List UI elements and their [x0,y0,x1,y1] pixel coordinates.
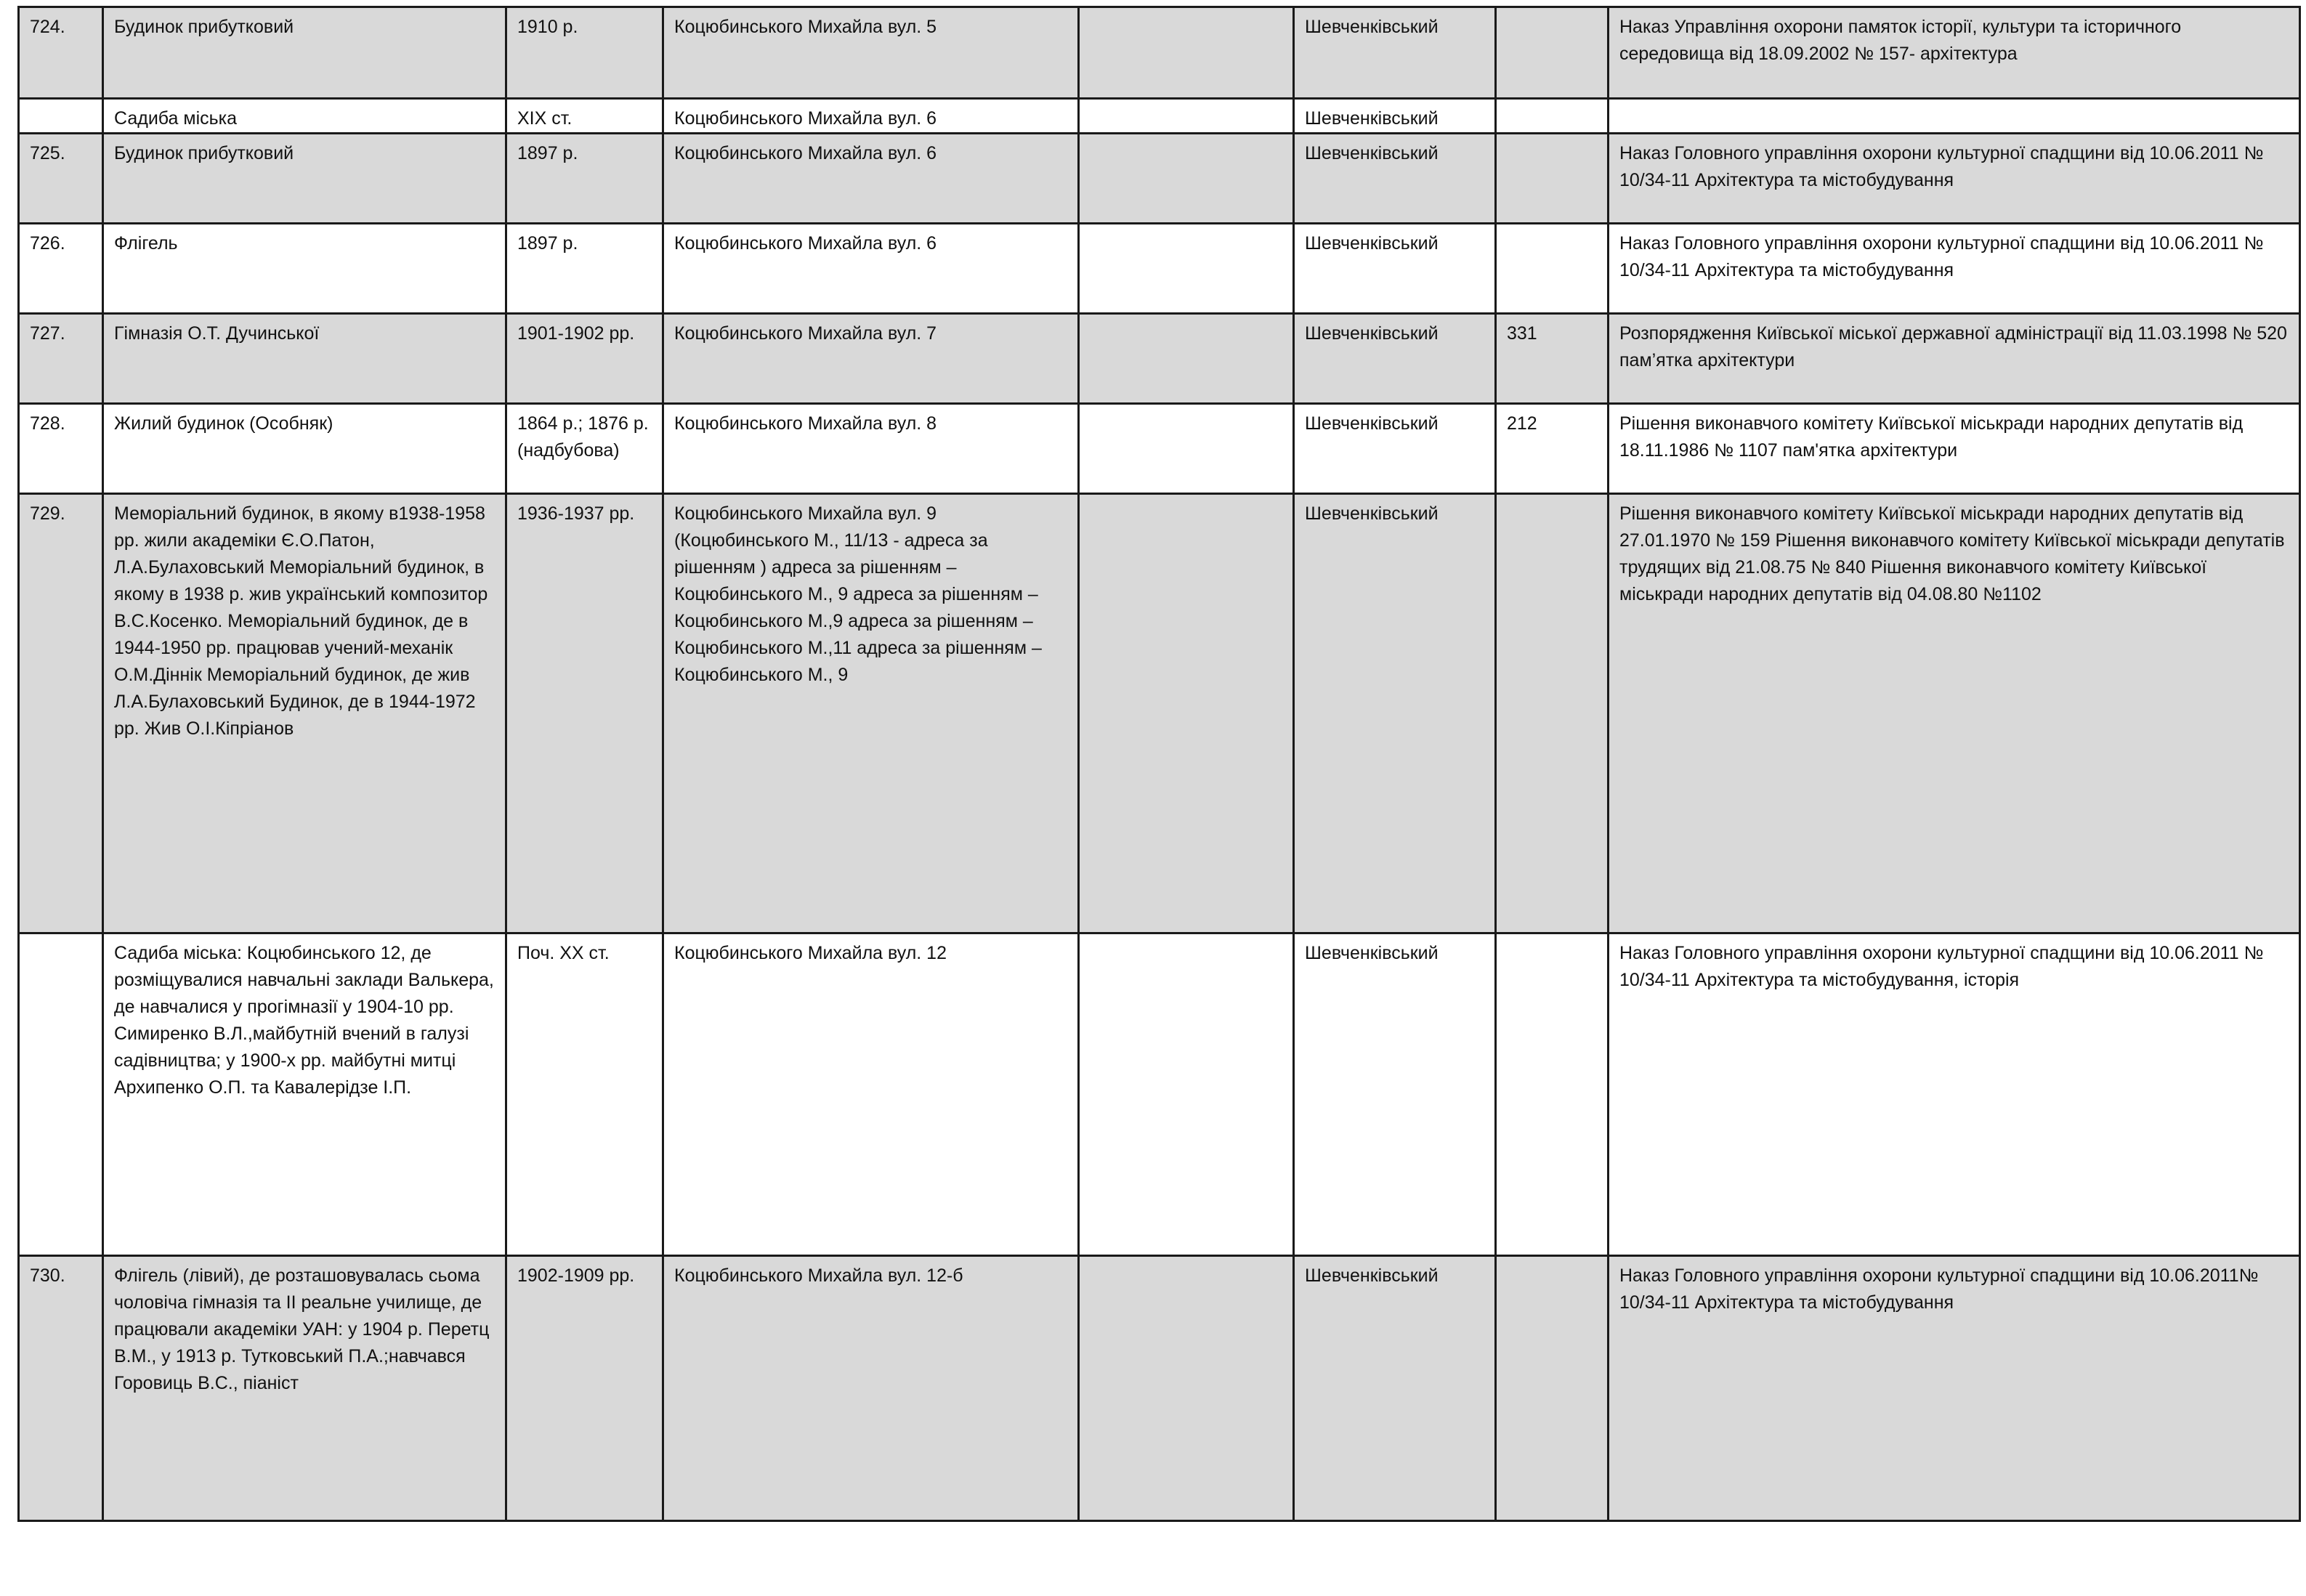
table-row [19,404,2300,494]
table-body [19,7,2300,1521]
legal-document-cell: Розпорядження Київської міської державної адміністрації від 11.03.1998 № 520 пам’ятка архітектури [1609,314,2300,404]
record-number-cell: 724. [19,7,103,99]
record-number-cell: 725. [19,134,103,224]
object-name-cell: Садиба міська: Коцюбинського 12, де розміщувалися навчальні заклади Валькера, де навчалися у прогімназії у 1904-10 рр. Симиренко В.Л.,майбутній вчений в галузі садівництва; у 1900-х рр. майбутні митці Архипенко О.П. та Кавалерідзе І.П. [103,933,506,1256]
empty-column-cell [1079,404,1294,494]
object-name-cell: Будинок прибутковий [103,134,506,224]
empty-column-cell [1079,134,1294,224]
record-number-cell: 729. [19,494,103,933]
empty-column-cell [1079,224,1294,314]
table-row [19,134,2300,224]
empty-column-cell [1079,99,1294,134]
protection-number-cell [1496,99,1609,134]
object-name-cell: Гімназія О.Т. Дучинської [103,314,506,404]
legal-document-cell: Наказ Головного управління охорони культурної спадщини від 10.06.2011 № 10/34-11 Архітектура та містобудування, історія [1609,933,2300,1256]
address-cell: Коцюбинського Михайла вул. 6 [663,224,1079,314]
construction-date-cell: ХІХ ст. [506,99,663,134]
legal-document-cell: Наказ Управління охорони памяток історії, культури та історичного середовища від 18.09.2002 № 157- архітектура [1609,7,2300,99]
district-cell: Шевченківський [1294,99,1496,134]
district-cell: Шевченківський [1294,7,1496,99]
protection-number-cell [1496,1256,1609,1521]
legal-document-cell: Наказ Головного управління охорони культурної спадщини від 10.06.2011 № 10/34-11 Архітектура та містобудування [1609,224,2300,314]
object-name-cell: Будинок прибутковий [103,7,506,99]
construction-date-cell: 1897 р. [506,224,663,314]
district-cell: Шевченківський [1294,314,1496,404]
district-cell: Шевченківський [1294,404,1496,494]
protection-number-cell: 331 [1496,314,1609,404]
legal-document-cell: Наказ Головного управління охорони культурної спадщини від 10.06.2011№ 10/34-11 Архітектура та містобудування [1609,1256,2300,1521]
table-row [19,224,2300,314]
address-cell: Коцюбинського Михайла вул. 9 (Коцюбинського М., 11/13 - адреса за рішенням ) адреса за рішенням – Коцюбинського М., 9 адреса за рішенням – Коцюбинського М.,9 адреса за рішенням – Коцюбинського М.,11 адреса за рішенням – Коцюбинського М., 9 [663,494,1079,933]
empty-column-cell [1079,494,1294,933]
protection-number-cell: 212 [1496,404,1609,494]
legal-document-cell: Рішення виконавчого комітету Київської міськради народних депутатів від 18.11.1986 № 1107 пам'ятка архітектури [1609,404,2300,494]
address-cell: Коцюбинського Михайла вул. 12 [663,933,1079,1256]
table-row [19,314,2300,404]
construction-date-cell: 1864 р.; 1876 р.(надбубова) [506,404,663,494]
construction-date-cell: 1901-1902 рр. [506,314,663,404]
record-number-cell: 730. [19,1256,103,1521]
protection-number-cell [1496,494,1609,933]
table-row [19,933,2300,1256]
empty-column-cell [1079,314,1294,404]
table-row [19,7,2300,99]
empty-column-cell [1079,933,1294,1256]
protection-number-cell [1496,224,1609,314]
object-name-cell: Садиба міська [103,99,506,134]
object-name-cell: Жилий будинок (Особняк) [103,404,506,494]
district-cell: Шевченківський [1294,494,1496,933]
address-cell: Коцюбинського Михайла вул. 12-б [663,1256,1079,1521]
record-number-cell: 726. [19,224,103,314]
construction-date-cell: 1897 р. [506,134,663,224]
empty-column-cell [1079,7,1294,99]
legal-document-cell: Наказ Головного управління охорони культурної спадщини від 10.06.2011 № 10/34-11 Архітектура та містобудування [1609,134,2300,224]
address-cell: Коцюбинського Михайла вул. 5 [663,7,1079,99]
protection-number-cell [1496,7,1609,99]
legal-document-cell: Рішення виконавчого комітету Київської міськради народних депутатів від 27.01.1970 № 159 Рішення виконавчого комітету Київської міськради депутатів трудящих від 21.08.75 № 840 Рішення виконавчого комітету Київської міськради народних депутатів від 04.08.80 №1102 [1609,494,2300,933]
address-cell: Коцюбинського Михайла вул. 7 [663,314,1079,404]
legal-document-cell [1609,99,2300,134]
address-cell: Коцюбинського Михайла вул. 6 [663,99,1079,134]
construction-date-cell: Поч. ХХ ст. [506,933,663,1256]
record-number-cell: 727. [19,314,103,404]
protection-number-cell [1496,134,1609,224]
protection-number-cell [1496,933,1609,1256]
record-number-cell [19,933,103,1256]
address-cell: Коцюбинського Михайла вул. 8 [663,404,1079,494]
district-cell: Шевченківський [1294,224,1496,314]
address-cell: Коцюбинського Михайла вул. 6 [663,134,1079,224]
construction-date-cell: 1936-1937 рр. [506,494,663,933]
table-row [19,494,2300,933]
object-name-cell: Флігель (лівий), де розташовувалась сьома чоловіча гімназія та ІІ реальне училище, де працювали академіки УАН: у 1904 р. Перетц В.М., у 1913 р. Тутковський П.А.;навчався Горовиць В.С., піаніст [103,1256,506,1521]
record-number-cell [19,99,103,134]
table-row [19,99,2300,134]
object-name-cell: Меморіальний будинок, в якому в1938-1958 рр. жили академіки Є.О.Патон, Л.А.Булаховський Меморіальний будинок, в якому в 1938 р. жив український композитор В.С.Косенко. Меморіальний будинок, де в 1944-1950 рр. працював учений-механік О.М.Діннік Меморіальний будинок, де жив Л.А.Булаховський Будинок, де в 1944-1972 рр. Жив О.І.Кіпріанов [103,494,506,933]
table-row [19,1256,2300,1521]
construction-date-cell: 1902-1909 рр. [506,1256,663,1521]
district-cell: Шевченківський [1294,134,1496,224]
record-number-cell: 728. [19,404,103,494]
construction-date-cell: 1910 р. [506,7,663,99]
district-cell: Шевченківський [1294,1256,1496,1521]
district-cell: Шевченківський [1294,933,1496,1256]
heritage-registry-table [17,6,2301,1522]
empty-column-cell [1079,1256,1294,1521]
object-name-cell: Флігель [103,224,506,314]
